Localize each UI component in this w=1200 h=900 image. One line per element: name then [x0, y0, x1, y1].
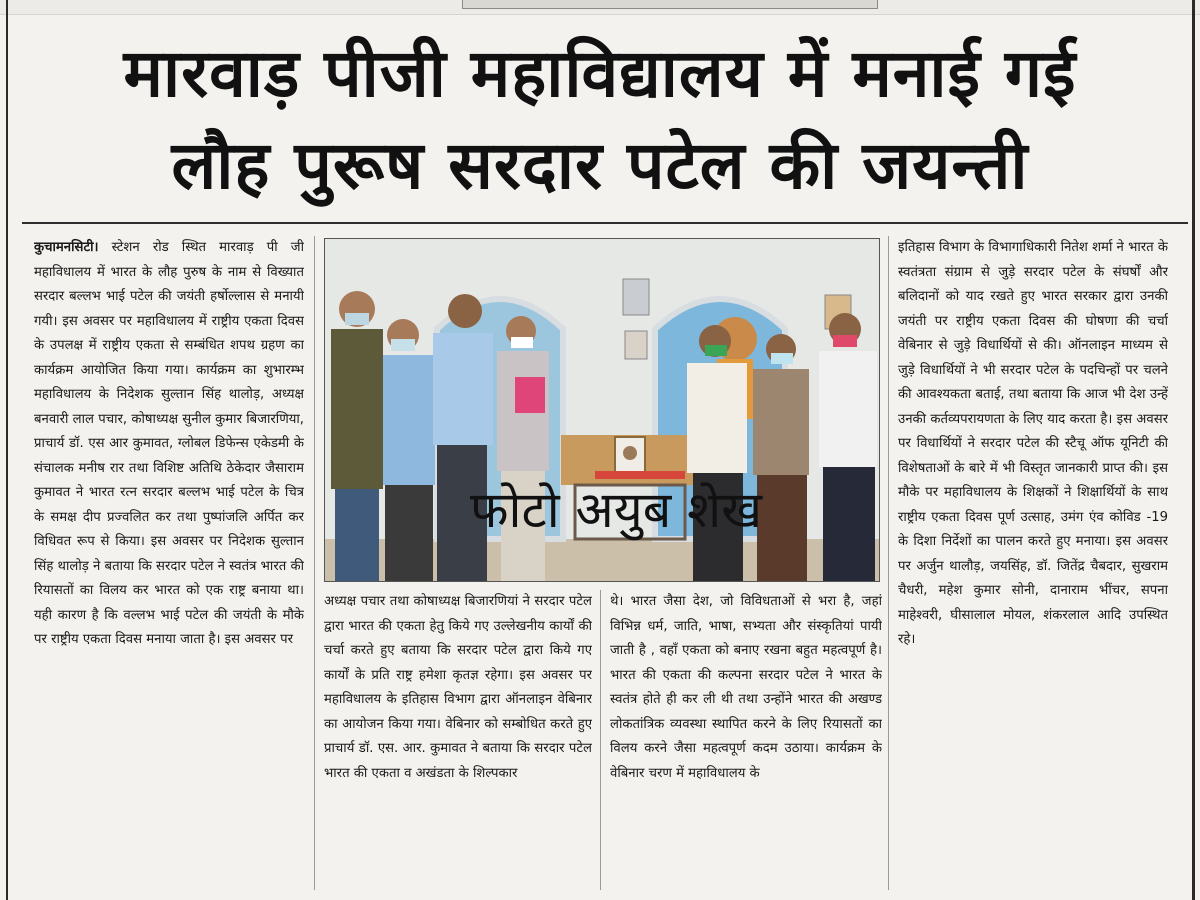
column-4: [898, 236, 1168, 896]
previous-page-strip: [0, 0, 1200, 15]
column-divider-1: [314, 236, 315, 890]
headline-line-2: लौह पुरूष सरदार पटेल की जयन्ती: [171, 127, 1029, 204]
column-3: [610, 590, 882, 890]
column-2: [324, 590, 592, 890]
column-1-paragraph: [34, 236, 304, 653]
dateline: कुचामनसिटी।: [34, 240, 99, 255]
column-2-text: अध्यक्ष पचार तथा कोषाध्यक्ष बिजारणियां ने सरदार पटेल द्वारा भारत की एकता हेतु किये गए उल्लेखनीय कार्यों की चर्चा करते हुए बताया कि सरदार पटेल द्वारा किये गए कार्यों के प्रति राष्ट्र हमेशा कृतज्ञ रहेगा। इस अवसर पर महाविधालय के इतिहास विभाग द्वारा ऑनलाइन वेबिनार का आयोजन किया गया। वेबिनार को सम्बोधित करते हुए प्राचार्य डॉ. एस. आर. कुमावत ने बताया कि सरदार पटेल भारत की एकता व अखंडता के शिल्पकार: [324, 594, 592, 781]
column-1: [34, 236, 304, 896]
column-3-text: थे। भारत जैसा देश, जो विविधताओं से भरा है, जहां विभिन्न धर्म, जाति, भाषा, सभ्यता और संस्कृतियां पायी जाती है , वहाँ एकता को बनाए रखना बहुत महत्वपूर्ण है। भारत की एकता की कल्पना सरदार पटेल ने भारत के स्वतंत्र होते ही कर ली थी तथा उन्होंने भारत की अखण्ड लोकतांत्रिक व्यवस्था स्थापित करने के लिए रियासतों का विलय करने जैसा महत्वपूर्ण कदम उठाया। कार्यक्रम के वेबिनार चरण में महाविधालय के: [610, 594, 882, 781]
photo-credit: फोटो अयुब शेख: [470, 481, 763, 539]
column-divider-3: [888, 236, 889, 890]
headline-line-1: मारवाड़ पीजी महाविद्यालय में मनाई गई: [123, 35, 1077, 112]
column-4-text: इतिहास विभाग के विभागाधिकारी नितेश शर्मा ने भारत के स्वतंत्रता संग्राम से जुड़े सरदार पटेल के संघर्षों और बलिदानों को याद रखते हुए भारत सरकार द्वारा उनकी जयंती पर राष्ट्रीय एकता दिवस की घोषणा की चर्चा वेबिनार से जुड़े विधार्थियों से की। ऑनलाइन माध्यम से जुड़े विधार्थियों ने भी सरदार पटेल के पदचिन्हों पर चलने की आवश्यकता बताई, तथा बताया कि आज भी देश उन्हें उनकी कर्तव्यपरायणता के लिए याद करता है। इस अवसर पर विधार्थियों ने सरदार पटेल की स्टैचू ऑफ यूनिटी की विशेषताओं के बारे में भी विस्तृत जानकारी प्राप्त की। इस मौके पर महाविधालय के शिक्षकों ने शिक्षार्थियों के साथ राष्ट्रीय एकता दिवस पूर्ण उत्साह, उमंग एंव कोविड -19 के दिशा निर्देशों का पालन करते हुए मनाया। इस अवसर पर अर्जुन थालौड़, जयसिंह, डॉ. जितेंद्र चैबदार, सुखराम चैधरी, महेश कुमार सोनी, दानाराम भींचर, सपना माहेश्वरी, घीसालाल मोयल, शंकरलाल आदि उपस्थित रहे।: [898, 240, 1168, 647]
headline-rule: [22, 222, 1188, 224]
column-divider-2: [600, 590, 601, 890]
column-1-text: स्टेशन रोड स्थित मारवाड़ पी जी महाविधालय में भारत के लौह पुरुष के नाम से विख्यात सरदार बल्लभ भाई पटेल की जयंती हर्षोल्लास से मनायी गयी। इस अवसर पर महाविधालय में राष्ट्रीय एकता दिवस के उपलक्ष में राष्ट्रीय एकता से सम्बंधित शपथ ग्रहण का कार्यक्रम आयोजित किया गया। कार्यक्रम का शुभारम्भ महाविधालय के निदेशक सुल्तान सिंह थालोड़, अध्यक्ष बनवारी लाल पचार, कोषाध्यक्ष सुनील कुमार बिजारणिया, प्राचार्य डॉ. एस आर कुमावत, ग्लोबल डिफेन्स एकेडमी के संचालक मनीष रार तथा विशिष्ट अतिथि ठेकेदार जैसाराम कुमावत ने भारत रत्न सरदार बल्लभ भाई पटेल के चित्र के समक्ष दीप प्रज्वलित कर तथा पुष्पांजलि अर्पित कर विधिवत रूप से किया। इस अवसर पर निदेशक सुल्तान सिंह थालोड़ ने बताया कि सरदार पटेल ने स्वतंत्र भारत की रियासतों का विलय कर भारत को एक राष्ट्र बनाया था। यही कारण है कि वल्लभ भाई पटेल की जयंती के मौके पर राष्ट्रीय एकता दिवस मनाया जाता है। इस अवसर पर: [34, 240, 304, 647]
page-edge-left: [6, 0, 8, 900]
previous-photo-edge: [462, 0, 878, 9]
page-edge-right: [1192, 0, 1195, 900]
headline: [20, 28, 1180, 212]
